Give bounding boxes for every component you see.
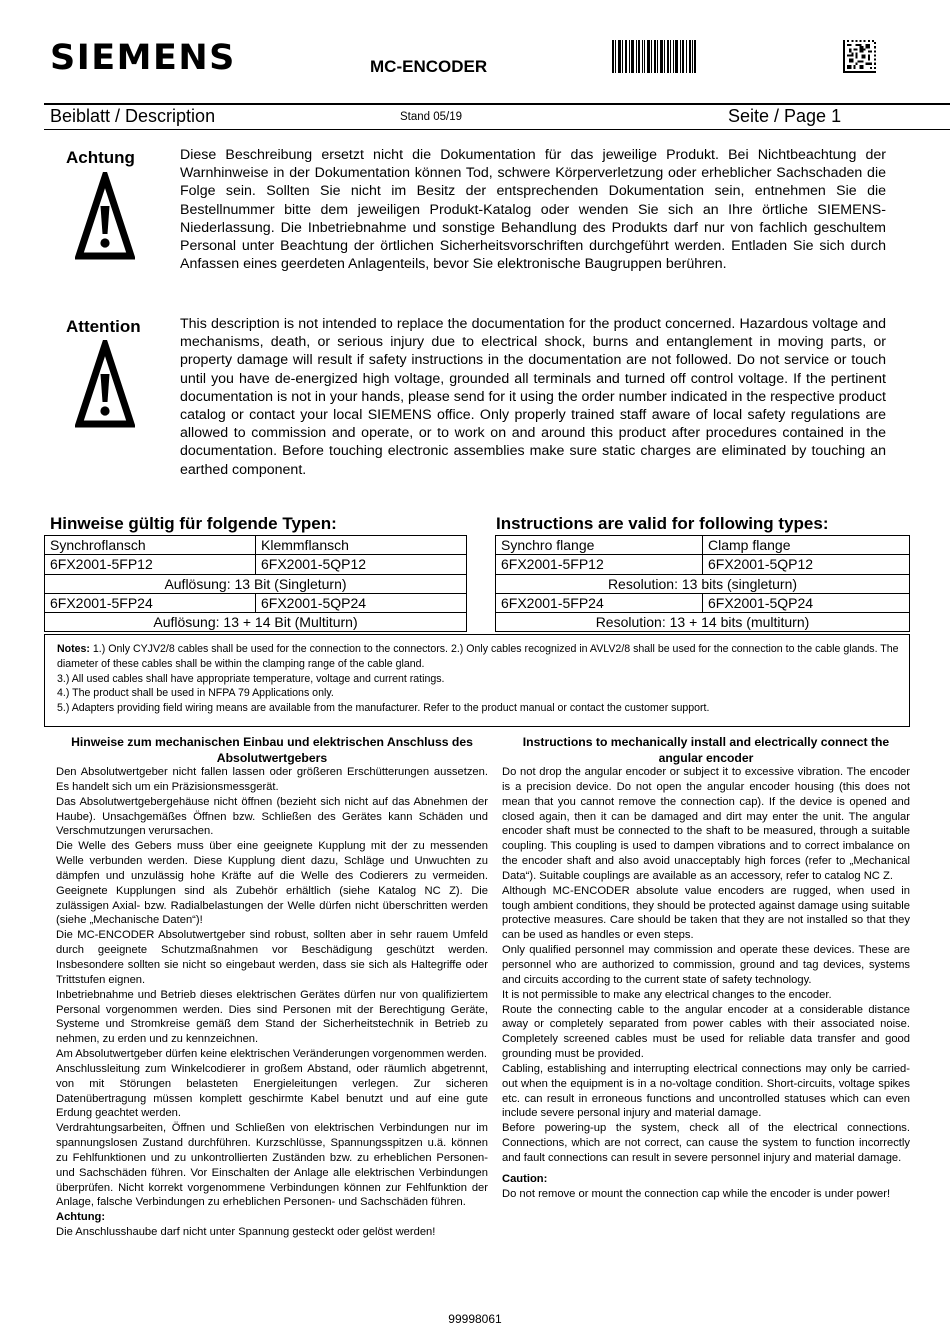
warning-triangle-icon [75, 172, 135, 260]
table-row [496, 536, 910, 555]
note-text: 1.) Only CYJV2/8 cables shall be used for the connection to the connectors. 2.) Only cables recognized in AVLV2/8 shall be used for the connection to the cable glands. The diameter of these cables shall be within the clamping range of the cable gland. [57, 643, 899, 670]
install-text-de [56, 765, 488, 1240]
caution-label-en: Caution: [502, 1172, 548, 1185]
paragraph: Den Absolutwertgeber nicht fallen lassen oder größeren Erschütterungen aussetzen. Es handelt sich um ein Präzisionsmessgerät. [56, 766, 488, 793]
header-rule-bottom [44, 129, 950, 130]
table-row [496, 574, 910, 593]
document-number: 99998061 [448, 1312, 502, 1326]
table-cell: 6FX2001-5FP24 [45, 593, 256, 612]
table-row [45, 536, 467, 555]
table-row [45, 593, 467, 612]
paragraph: Before powering-up the system, check all of the electrical connections. Connections, which are not correct, can cause the system to function incorrectly and fault connections can result in severe personnel injury and material damage. [502, 1122, 910, 1164]
siemens-logo: SIEMENS [50, 38, 236, 78]
install-heading-en: Instructions to mechanically install and electrically connect the angular encoder [522, 735, 890, 765]
product-title: MC-ENCODER [370, 57, 488, 76]
paragraph: It is not permissible to make any electrical changes to the encoder. [502, 988, 832, 1001]
caution-text-de: Die Anschlusshaube darf nicht unter Spannung gesteckt oder gelöst werden! [56, 1226, 436, 1239]
table-row [496, 593, 910, 612]
paragraph: Die MC-ENCODER Absolutwertgeber sind robust, sollten aber in sehr rauem Umfeld durch geeignete Schutzmaßnahmen vor Beschädigung geschützt werden. Insbesondere sollten sie nicht so eingebaut werden, dass sie sich als Haltegriffe oder Trittstufen eignen. [56, 929, 488, 986]
table-cell: 6FX2001-5QP12 [256, 555, 467, 574]
table-cell: Auflösung: 13 + 14 Bit (Multiturn) [45, 613, 467, 632]
table-cell: 6FX2001-5QP24 [256, 593, 467, 612]
install-text-en [502, 765, 910, 1201]
table-row [496, 613, 910, 632]
table-cell: Resolution: 13 bits (singleturn) [496, 574, 910, 593]
paragraph: Anschlussleitung zum Winkelcodierer in großem Abstand, oder räumlich abgetrennt, von mit Störungen belasteten Energieleitungen verlegen. Zur sicheren Datenübertragung müssen komplett geschirmte Kabel benutzt und auf eine gute Erdung geachtet werden. [56, 1062, 488, 1120]
table-cell: 6FX2001-5QP12 [703, 555, 910, 574]
paragraph: Das Absolutwertgebergehäuse nicht öffnen (bezieht sich nicht auf das Abnehmen der Haube). Unsachgemäßes Öffnen bzw. Schließen des Gerätes kann Schäden und Verschmutzungen verursachen. [56, 795, 488, 838]
table-row [45, 574, 467, 593]
table-cell: 6FX2001-5FP12 [45, 555, 256, 574]
barcode-icon [612, 40, 696, 73]
note-3: 3.) All used cables shall have appropriate temperature, voltage and current ratings. [57, 672, 445, 685]
paragraph: Verdrahtungsarbeiten, Öffnen und Schließen von elektrischen Verbindungen nur im spannungslosen Zustand durchführen. Kurzschlüsse, Spannungsspitzen u.ä. können zu Fehlfunktionen und zu unkontrollierten Zuständen bzw. zu erheblichen Personen- und Sachschäden führen. Vor Einschalten der Anlage alle elektrischen Verbindungen überprüfen. Nicht korrekt vorgenommene Verbindungen können zur Fehlfunktion der Anlage, falsche Verbindungen zu erheblichen Personen- und Sachschäden führen. [56, 1122, 488, 1209]
note-5: 5.) Adapters providing field wiring means are available from the manufacturer. Refer to the product manual or contact the customer support. [57, 702, 710, 715]
warning-title-de: Achtung [66, 148, 135, 167]
table-cell: Resolution: 13 + 14 bits (multiturn) [496, 613, 910, 632]
paragraph: Die Welle des Gebers muss über eine geeignete Kupplung mit der zu messenden Welle verbunden werden. Diese Kupplung dient dazu, Schläge und Unwuchten zu dämpfen und unzulässig hohe Kräfte auf die Welle des Codierers zu vermeiden. Geeignete Kupplungen sind als Zubehör erhältlich (siehe Katalog NC Z). Die zulässigen Axial- bzw. Radialbelastungen der Welle dürfen nicht überschritten werden (siehe „Mechanische Daten“)! [56, 840, 488, 927]
paragraph: Route the connecting cable to the angular encoder at a considerable distance away or completely separated from power cables with their associated noise. Completely screened cables must be used for reliable data transfer and good grounding must be provided. [502, 1003, 910, 1061]
page-label: Seite / Page 1 [728, 106, 842, 126]
table-cell: Auflösung: 13 Bit (Singleturn) [45, 574, 467, 593]
paragraph: Do not drop the angular encoder or subject it to excessive vibration. The encoder is a precision device. Do not open the angular encoder housing (this does not mean that you cannot remove the connection cap). If the device is opened and closed again, then it can be damaged and dirt may enter the unit. The angular encoder shaft must be connected to the shaft to be measured, through a suitable coupling. This coupling is used to dampen vibrations and to correct imbalance on the encoder shaft and also avoid unacceptably high forces (refer to „Mechanical Data“). Suitable couplings are available as an accessory, refer to catalog NC Z. [502, 766, 910, 882]
table-row [45, 555, 467, 574]
paragraph: Only qualified personnel may commission and operate these devices. These are personnel who are authorized to commission, ground and tag devices, systems and circuits according to the current state of safety technology. [502, 944, 910, 986]
types-heading-en: Instructions are valid for following types: [496, 514, 829, 533]
sheet-label: Beiblatt / Description [50, 106, 216, 126]
types-table-de [44, 535, 467, 632]
paragraph: Although MC-ENCODER absolute value encoders are rugged, when used in tough ambient conditions, they should be protected against damage using suitable protective measures. Care should be taken that they are not installed so that they can be used as handles or even steps. [502, 884, 910, 942]
types-heading-de: Hinweise gültig für folgende Typen: [50, 514, 337, 533]
warning-title-en: Attention [66, 317, 141, 336]
warning-text-de: Diese Beschreibung ersetzt nicht die Dokumentation für das jeweilige Produkt. Bei Nichtbeachtung der Warnhinweise in der Dokumentation können Tod, schwere Körperverletzung oder erheblicher Sachschaden die Folge sein. Sollten Sie nicht im Besitz der entsprechenden Dokumentation sein, entnehmen Sie die Bestellnummer bitte dem jeweiligen Produkt-Katalog oder wenden Sie sich an Ihre örtliche SIEMENS-Niederlassung. Die Inbetriebnahme und sonstige Behandlung des Produkts darf nur von fachlich geschultem Personal unter Beachtung der örtlichen Sicherheitsvorschriften durchgeführt werden. Entladen Sie sich durch Anfassen eines geerdeten Anlagenteils, bevor Sie elektronische Baugruppen berühren. [180, 147, 886, 273]
warning-text-en: This description is not intended to replace the documentation for the product concerned. Hazardous voltage and mechanisms, death, or serious injury due to electrical shock, burns and entanglement in moving parts, or property damage will result if safety instructions in the documentation are not followed. Do not service or touch until you have de-energized high voltage, grounded all terminals and turned off control voltage. If the pertinent documentation is not in your hands, please send for it using the order number indicated in the respective product catalog or contact your local SIEMENS office. Only properly trained staff aware of local safety regulations are allowed to commission and operate, or to work on and around this product after procedures contained in the documentation. Before touching electronic assemblies make sure static charges are eliminated by touching an earthed component. [180, 316, 886, 478]
table-cell: Synchro flange [496, 536, 703, 555]
table-cell: 6FX2001-5QP24 [703, 593, 910, 612]
paragraph: Cabling, establishing and interrupting electrical connections may only be carried-out when the equipment is in a no-voltage condition. Short-circuits, voltage spikes etc. can result in erroneous functions and uncontrolled statuses which can even include severe personal injury and material damage. [502, 1062, 910, 1120]
types-table-en [495, 535, 910, 632]
note-1 [57, 642, 909, 672]
table-cell: Synchroflansch [45, 536, 256, 555]
table-cell: Klemmflansch [256, 536, 467, 555]
note-4: 4.) The product shall be used in NFPA 79 Applications only. [57, 687, 334, 700]
revision-stand: Stand 05/19 [400, 111, 463, 123]
paragraph: Am Absolutwertgeber dürfen keine elektrischen Veränderungen vorgenommen werden. [56, 1048, 487, 1061]
caution-text-en: Do not remove or mount the connection cap while the encoder is under power! [502, 1187, 891, 1200]
install-heading-de: Hinweise zum mechanischen Einbau und elektrischen Anschluss des Absolutwertgebers [71, 735, 473, 765]
caution-label-de: Achtung: [56, 1211, 106, 1224]
datamatrix-icon [843, 40, 876, 73]
warning-triangle-icon [75, 340, 135, 428]
notes-label: Notes: [57, 643, 90, 655]
paragraph: Inbetriebnahme und Betrieb dieses elektrischen Gerätes dürfen nur von qualifiziertem Personal vorgenommen werden. Dies sind Personen mit der Berechtigung Geräte, Systeme und Stromkreise gemäß dem Stand der Sicherheitstechnik in Betrieb zu nehmen, zu erden und zu kennzeichnen. [56, 988, 488, 1046]
table-cell: 6FX2001-5FP24 [496, 593, 703, 612]
table-cell: Clamp flange [703, 536, 910, 555]
table-cell: 6FX2001-5FP12 [496, 555, 703, 574]
notes-box [44, 634, 910, 727]
table-row [496, 555, 910, 574]
table-row [45, 613, 467, 632]
